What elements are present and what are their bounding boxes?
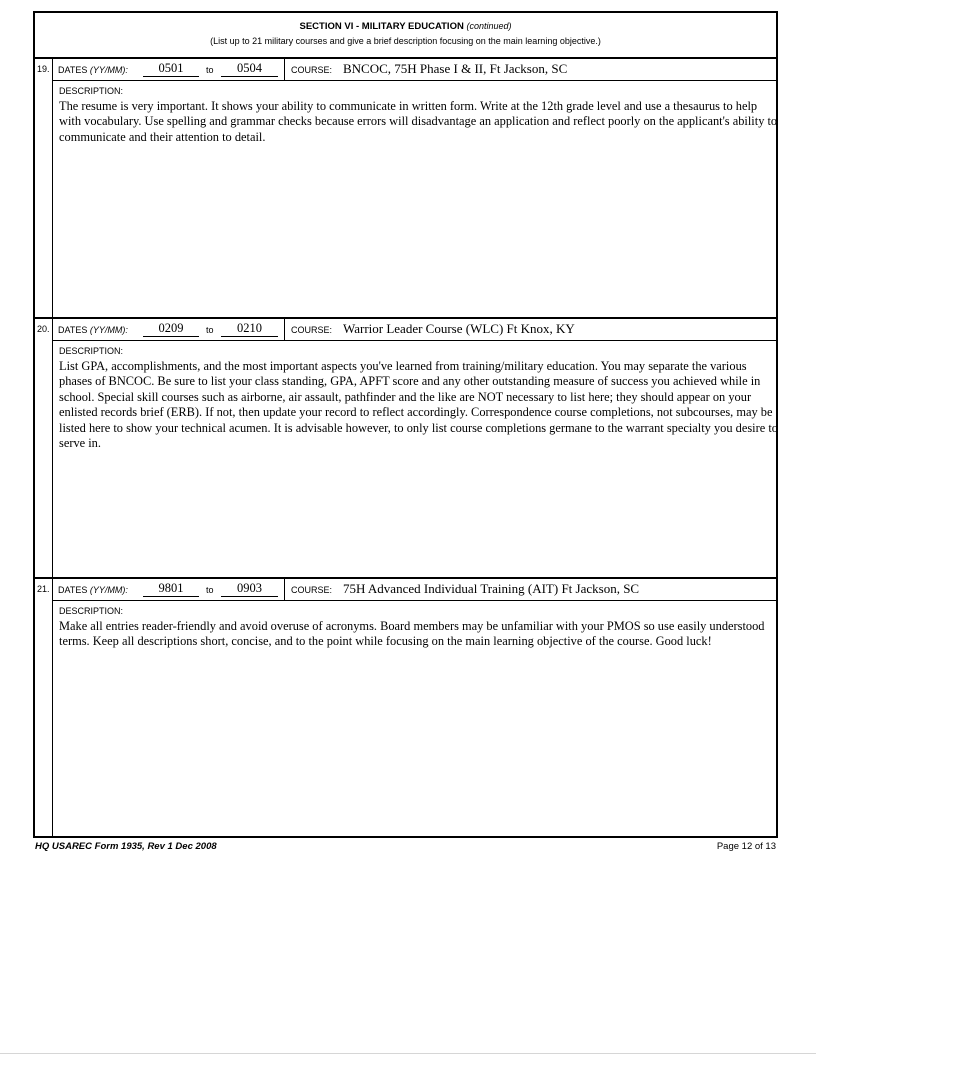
date-to-field[interactable]: 0210 <box>221 321 278 337</box>
date-to-field[interactable]: 0504 <box>221 61 278 77</box>
to-label: to <box>206 585 214 595</box>
course-entry-20 <box>35 319 776 579</box>
date-from-field[interactable]: 9801 <box>143 581 199 597</box>
dates-block <box>53 319 285 340</box>
course-field[interactable]: 75H Advanced Individual Training (AIT) Ft Jackson, SC <box>343 581 640 596</box>
dates-block <box>53 59 285 80</box>
dates-label: DATES (YY/MM): <box>58 65 128 75</box>
date-to-field[interactable]: 0903 <box>221 581 278 597</box>
dates-label: DATES (YY/MM): <box>58 325 128 335</box>
dates-block <box>53 579 285 600</box>
course-field[interactable]: BNCOC, 75H Phase I & II, Ft Jackson, SC <box>343 61 568 76</box>
section-instructions: (List up to 21 military courses and give a brief description focusing on the main learning objective.) <box>210 36 601 46</box>
course-label: COURSE: <box>291 585 333 595</box>
page-divider <box>0 1053 816 1054</box>
description-label: DESCRIPTION: <box>59 606 124 616</box>
description-field[interactable]: List GPA, accomplishments, and the most important aspects you've learned from training/military education. You may separate the various phases of BNCOC. Be sure to list your class standing, GPA, APFT score and any other outstanding measure of success you achieved while in school. Special skill courses such as airborne, air assault, pathfinder and the like are NOT necessary to list here; they should appear on your enlisted records brief (ERB). If not, then update your record to reflect accordingly. Correspondence course completions, not subcourses, may be listed here to show your technical acumen. It is advisable however, to only list course completions germane to the warrant specialty you desire to serve in. <box>59 359 778 451</box>
to-label: to <box>206 65 214 75</box>
course-label: COURSE: <box>291 325 333 335</box>
dates-course-row <box>53 59 776 81</box>
to-label: to <box>206 325 214 335</box>
military-education-form <box>33 11 778 838</box>
date-from-field[interactable]: 0501 <box>143 61 199 77</box>
course-field[interactable]: Warrior Leader Course (WLC) Ft Knox, KY <box>343 321 575 336</box>
description-field[interactable]: The resume is very important. It shows your ability to communicate in written form. Write at the 12th grade level and use a thesaurus to help with vocabulary. Use spelling and grammar checks because errors will disadvantage an application and reflect poorly on the applicant's ability to communicate and their attention to detail. <box>59 99 778 144</box>
entry-number: 19. <box>35 59 53 317</box>
course-entry-19 <box>35 59 776 319</box>
form-id: HQ USAREC Form 1935, Rev 1 Dec 2008 <box>35 841 217 852</box>
course-entry-21 <box>35 579 776 838</box>
description-field[interactable]: Make all entries reader-friendly and avoid overuse of acronyms. Board members may be unfamiliar with your PMOS so use easily understood terms. Keep all descriptions short, concise, and to the point while focusing on the main learning objective of the course. Good luck! <box>59 619 765 649</box>
date-from-field[interactable]: 0209 <box>143 321 199 337</box>
dates-label: DATES (YY/MM): <box>58 585 128 595</box>
description-label: DESCRIPTION: <box>59 346 124 356</box>
dates-course-row <box>53 319 776 341</box>
page-number: Page 12 of 13 <box>716 841 776 852</box>
entry-number: 21. <box>35 579 53 838</box>
section-title: SECTION VI - MILITARY EDUCATION (continued) <box>299 21 512 32</box>
dates-course-row <box>53 579 776 601</box>
section-title-note: (continued) <box>466 21 512 31</box>
description-label: DESCRIPTION: <box>59 86 124 96</box>
entry-number: 20. <box>35 319 53 577</box>
course-label: COURSE: <box>291 65 333 75</box>
section-header <box>35 13 776 59</box>
